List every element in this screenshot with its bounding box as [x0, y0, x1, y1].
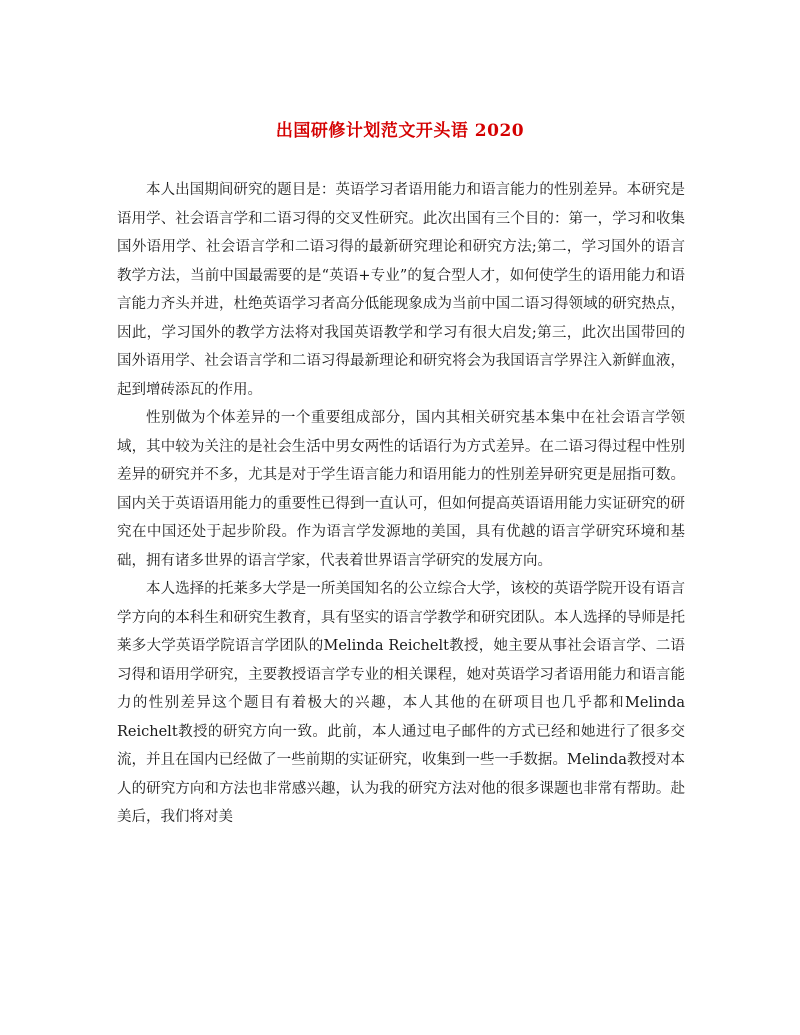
document-title: 出国研修计划范文开头语 2020 — [275, 121, 525, 141]
paragraph-3: 本人选择的托莱多大学是一所美国知名的公立综合大学，该校的英语学院开设有语言学方向的本科生和研究生教育，具有坚实的语言学教学和研究团队。本人选择的导师是托莱多大学英语学院语言学团队的Melinda Reichelt教授，她主要从事社会语言学、二语习得和语用学研究，主要教授语言学专业的相关课程，她对英语学习者语用能力和语言能力的性别差异这个题目有着极大的兴趣，本人其他的在研项目也几乎都和Melinda Reichelt教授的研究方向一致。此前，本人通过电子邮件的方式已经和她进行了很多交流，并且在国内已经做了一些前期的实证研究，收集到一些一手数据。Melinda教授对本人的研究方向和方法也非常感兴趣，认为我的研究方法对他的很多课题也非常有帮助。赴美后，我们将对美 — [117, 581, 685, 825]
paragraph-2: 性别做为个体差异的一个重要组成部分，国内其相关研究基本集中在社会语言学领域，其中较为关注的是社会生活中男女两性的话语行为方式差异。在二语习得过程中性别差异的研究并不多，尤其是对于学生语言能力和语用能力的性别差异研究更是屈指可数。国内关于英语语用能力的重要性已得到一直认可，但如何提高英语语用能力实证研究的研究在中国还处于起步阶段。作为语言学发源地的美国，具有优越的语言学研究环境和基础，拥有诸多世界的语言学家，代表着世界语言学研究的发展方向。 — [117, 410, 685, 569]
paragraph-1: 本人出国期间研究的题目是：英语学习者语用能力和语言能力的性别差异。本研究是语用学、社会语言学和二语习得的交叉性研究。此次出国有三个目的：第一，学习和收集国外语用学、社会语言学和二语习得的最新研究理论和研究方法;第二，学习国外的语言教学方法，当前中国最需要的是“英语+专业”的复合型人才，如何使学生的语用能力和语言能力齐头并进，杜绝英语学习者高分低能现象成为当前中国二语习得领域的研究热点，因此，学习国外的教学方法将对我国英语教学和学习有很大启发;第三，此次出国带回的国外语用学、社会语言学和二语习得最新理论和研究将会为我国语言学界注入新鲜血液，起到增砖添瓦的作用。 — [117, 182, 685, 398]
document-body — [117, 176, 685, 832]
